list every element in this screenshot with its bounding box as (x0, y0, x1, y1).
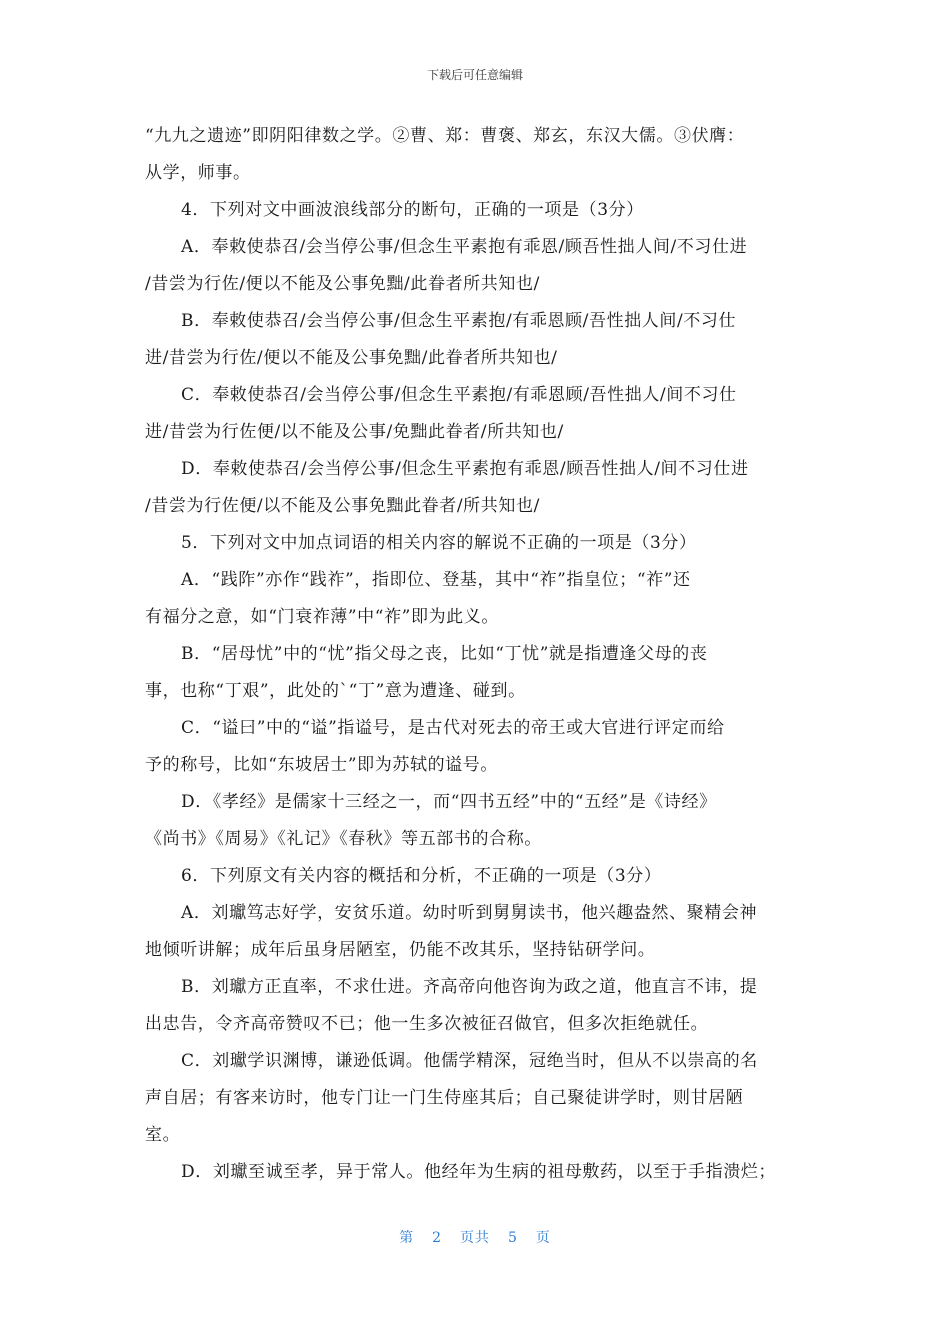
text-line: /昔尝为行佐便/以不能及公事免黜此眷者/所共知也/ (145, 496, 540, 516)
text-line: 《尚书》《周易》《礼记》《春秋》等五部书的合称。 (145, 829, 542, 849)
text-line: 声自居；有客来访时，他专门让一门生侍座其后；自己聚徒讲学时，则甘居陋 (145, 1088, 744, 1108)
question-5-option-c: C．“谥曰”中的“谥”指谥号，是古代对死去的帝王或大官进行评定而给 (181, 718, 725, 738)
question-4-option-b: B．奉敕使恭召/会当停公事/但念生平素抱/有乖恩顾/吾性拙人间/不习仕 (181, 311, 737, 331)
text-line: 有福分之意，如“门衰祚薄”中“祚”即为此义。 (145, 607, 499, 627)
question-5-stem: 5．下列对文中加点词语的相关内容的解说不正确的一项是（3分） (181, 533, 697, 553)
text-line: 从学，师事。 (145, 163, 251, 183)
text-line: /昔尝为行佐/便以不能及公事免黜/此眷者所共知也/ (145, 274, 540, 294)
text-line: 出忠告，令齐高帝赞叹不已；他一生多次被征召做官，但多次拒绝就任。 (145, 1014, 709, 1034)
question-6-option-a: A．刘瓛笃志好学，安贫乐道。幼时听到舅舅读书，他兴趣盎然、聚精会神 (181, 903, 758, 923)
page-footer (0, 1227, 950, 1247)
question-6-option-c: C．刘瓛学识渊博，谦逊低调。他儒学精深，冠绝当时，但从不以崇高的名 (181, 1051, 758, 1071)
footer-middle: 页共 (460, 1230, 490, 1246)
question-6-option-b: B．刘瓛方正直率，不求仕进。齐高帝向他咨询为政之道，他直言不讳，提 (181, 977, 758, 997)
page-header: 下载后可任意编辑 (426, 68, 523, 82)
text-line: 进/昔尝为行佐便/以不能及公事/免黜此眷者/所共知也/ (145, 422, 564, 442)
text-line: 予的称号，比如“东坡居士”即为苏轼的谥号。 (145, 755, 498, 775)
question-6-stem: 6．下列原文有关内容的概括和分析，不正确的一项是（3分） (181, 866, 662, 886)
footer-suffix: 页 (535, 1230, 551, 1246)
question-4-option-c: C．奉敕使恭召/会当停公事/但念生平素抱/有乖恩顾/吾性拙人/间不习仕 (181, 385, 737, 405)
question-5-option-a: A．“践阼”亦作“践祚”，指即位、登基，其中“祚”指皇位；“祚”还 (181, 570, 691, 590)
footer-prefix: 第 (399, 1230, 415, 1246)
question-4-option-a: A．奉敕使恭召/会当停公事/但念生平素抱有乖恩/顾吾性拙人间/不习仕进 (181, 237, 748, 257)
document-body (145, 118, 807, 1191)
text-line: 室。 (145, 1125, 181, 1145)
text-line: “九九之遗迹”即阴阳律数之学。②曹、郑：曹褒、郑玄，东汉大儒。③伏膺： (145, 126, 745, 146)
footer-page-number: 2 (432, 1230, 442, 1246)
question-6-option-d: D．刘瓛至诚至孝，异于常人。他经年为生病的祖母敷药，以至于手指溃烂； (181, 1162, 777, 1182)
question-4-stem: 4．下列对文中画波浪线部分的断句，正确的一项是（3分） (181, 200, 644, 220)
footer-total-pages: 5 (508, 1230, 518, 1246)
text-line: 进/昔尝为行佐/便以不能及公事免黜/此眷者所共知也/ (145, 348, 558, 368)
question-5-option-b: B．“居母忧”中的“忧”指父母之丧，比如“丁忧”就是指遭逢父母的丧 (181, 644, 708, 664)
text-line: 事，也称“丁艰”，此处的`“丁”意为遭逢、碰到。 (145, 681, 526, 701)
text-line: 地倾听讲解；成年后虽身居陋室，仍能不改其乐，坚持钻研学问。 (145, 940, 656, 960)
question-5-option-d: D．《孝经》是儒家十三经之一，而“四书五经”中的“五经”是《诗经》 (181, 792, 717, 812)
question-4-option-d: D．奉敕使恭召/会当停公事/但念生平素抱有乖恩/顾吾性拙人/间不习仕进 (181, 459, 749, 479)
